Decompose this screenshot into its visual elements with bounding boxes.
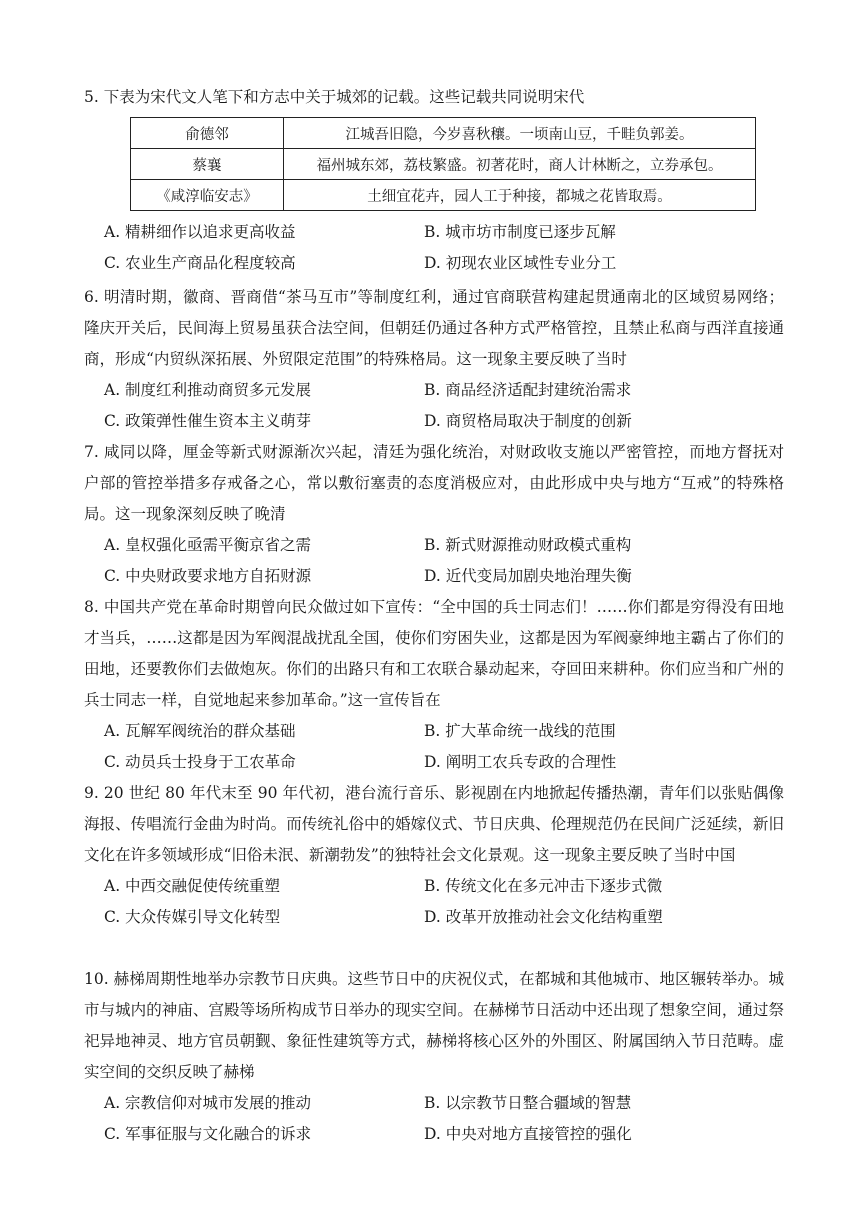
table-cell-text: 土细宜花卉，园人工于种接，都城之花皆取焉。	[284, 180, 756, 211]
option-c[interactable]: C. 动员兵士投身于工农革命	[104, 753, 296, 771]
option-c[interactable]: C. 大众传媒引导文化转型	[104, 908, 281, 926]
question-8	[84, 592, 784, 778]
option-d[interactable]: D. 中央对地方直接管控的强化	[424, 1125, 632, 1143]
source-table	[130, 117, 756, 211]
option-a[interactable]: A. 制度红利推动商贸多元发展	[104, 381, 312, 399]
option-b[interactable]: B. 城市坊市制度已逐步瓦解	[424, 223, 616, 241]
question-stem: 7. 咸同以降，厘金等新式财源渐次兴起，清廷为强化统治，对财政收支施以严密管控，而地方督抚对户部的管控举措多存戒备之心，常以敷衍塞责的态度消极应对，由此形成中央与地方“互戒”的特殊格局。这一现象深刻反映了晚清	[84, 443, 784, 523]
option-b[interactable]: B. 商品经济适配封建统治需求	[424, 381, 632, 399]
question-stem: 9. 20 世纪 80 年代末至 90 年代初，港台流行音乐、影视剧在内地掀起传播热潮，青年们以张贴偶像海报、传唱流行金曲为时尚。而传统礼俗中的婚嫁仪式、节日庆典、伦理规范仍在民间广泛延续，新旧文化在许多领域形成“旧俗未泯、新潮勃发”的独特社会文化景观。这一现象主要反映了当时中国	[84, 784, 784, 864]
option-d[interactable]: D. 近代变局加剧央地治理失衡	[424, 567, 632, 585]
question-10	[84, 964, 784, 1150]
options	[84, 530, 784, 592]
table-cell-source: 《咸淳临安志》	[131, 180, 284, 211]
option-a[interactable]: A. 皇权强化亟需平衡京省之需	[104, 536, 312, 554]
option-a[interactable]: A. 宗教信仰对城市发展的推动	[104, 1094, 312, 1112]
table-cell-text: 福州城东郊，荔枝繁盛。初著花时，商人计林断之，立券承包。	[284, 149, 756, 180]
table-cell-source: 蔡襄	[131, 149, 284, 180]
options	[84, 375, 784, 437]
option-c[interactable]: C. 军事征服与文化融合的诉求	[104, 1125, 312, 1143]
options	[84, 217, 784, 279]
question-7	[84, 437, 784, 592]
question-5	[84, 82, 784, 279]
option-c[interactable]: C. 农业生产商品化程度较高	[104, 254, 296, 272]
table-row	[131, 180, 756, 211]
option-b[interactable]: B. 传统文化在多元冲击下逐步式微	[424, 877, 663, 895]
question-stem: 8. 中国共产党在革命时期曾向民众做过如下宣传：“全中国的兵士同志们！……你们都是穷得没有田地才当兵，……这都是因为军阀混战扰乱全国，使你们穷困失业，这都是因为军阀豪绅地主霸占了你们的田地，还要教你们去做炮灰。你们的出路只有和工农联合暴动起来，夺回田来耕种。你们应当和广州的兵士同志一样，自觉地起来参加革命。”这一宣传旨在	[84, 598, 784, 709]
table-cell-source: 俞德邻	[131, 118, 284, 149]
table-cell-text: 江城吾旧隐，今岁喜秋穰。一顷南山豆，千畦负郭姜。	[284, 118, 756, 149]
table-row	[131, 149, 756, 180]
question-9	[84, 778, 784, 933]
option-b[interactable]: B. 以宗教节日整合疆域的智慧	[424, 1094, 632, 1112]
options	[84, 1088, 784, 1150]
question-stem: 5. 下表为宋代文人笔下和方志中关于城郊的记载。这些记载共同说明宋代	[84, 88, 585, 106]
options	[84, 716, 784, 778]
option-b[interactable]: B. 扩大革命统一战线的范围	[424, 722, 616, 740]
option-a[interactable]: A. 瓦解军阀统治的群众基础	[104, 722, 296, 740]
options	[84, 871, 784, 933]
option-d[interactable]: D. 阐明工农兵专政的合理性	[424, 753, 617, 771]
option-d[interactable]: D. 初现农业区域性专业分工	[424, 254, 617, 272]
question-stem: 10. 赫梯周期性地举办宗教节日庆典。这些节日中的庆祝仪式，在都城和其他城市、地区辗转举办。城市与城内的神庙、宫殿等场所构成节日举办的现实空间。在赫梯节日活动中还出现了想象空间，通过祭祀异地神灵、地方官员朝觐、象征性建筑等方式，赫梯将核心区外的外围区、附属国纳入节日范畴。虚实空间的交织反映了赫梯	[84, 970, 784, 1081]
option-d[interactable]: D. 商贸格局取决于制度的创新	[424, 412, 632, 430]
option-c[interactable]: C. 政策弹性催生资本主义萌芽	[104, 412, 312, 430]
question-stem: 6. 明清时期，徽商、晋商借“茶马互市”等制度红利，通过官商联营构建起贯通南北的区域贸易网络；隆庆开关后，民间海上贸易虽获合法空间，但朝廷仍通过各种方式严格管控，且禁止私商与西洋直接通商，形成“内贸纵深拓展、外贸限定范围”的特殊格局。这一现象主要反映了当时	[84, 288, 784, 368]
table-row	[131, 118, 756, 149]
option-a[interactable]: A. 中西交融促使传统重塑	[104, 877, 281, 895]
option-d[interactable]: D. 改革开放推动社会文化结构重塑	[424, 908, 663, 926]
option-b[interactable]: B. 新式财源推动财政模式重构	[424, 536, 632, 554]
option-c[interactable]: C. 中央财政要求地方自拓财源	[104, 567, 312, 585]
option-a[interactable]: A. 精耕细作以追求更高收益	[104, 223, 296, 241]
question-6	[84, 282, 784, 437]
